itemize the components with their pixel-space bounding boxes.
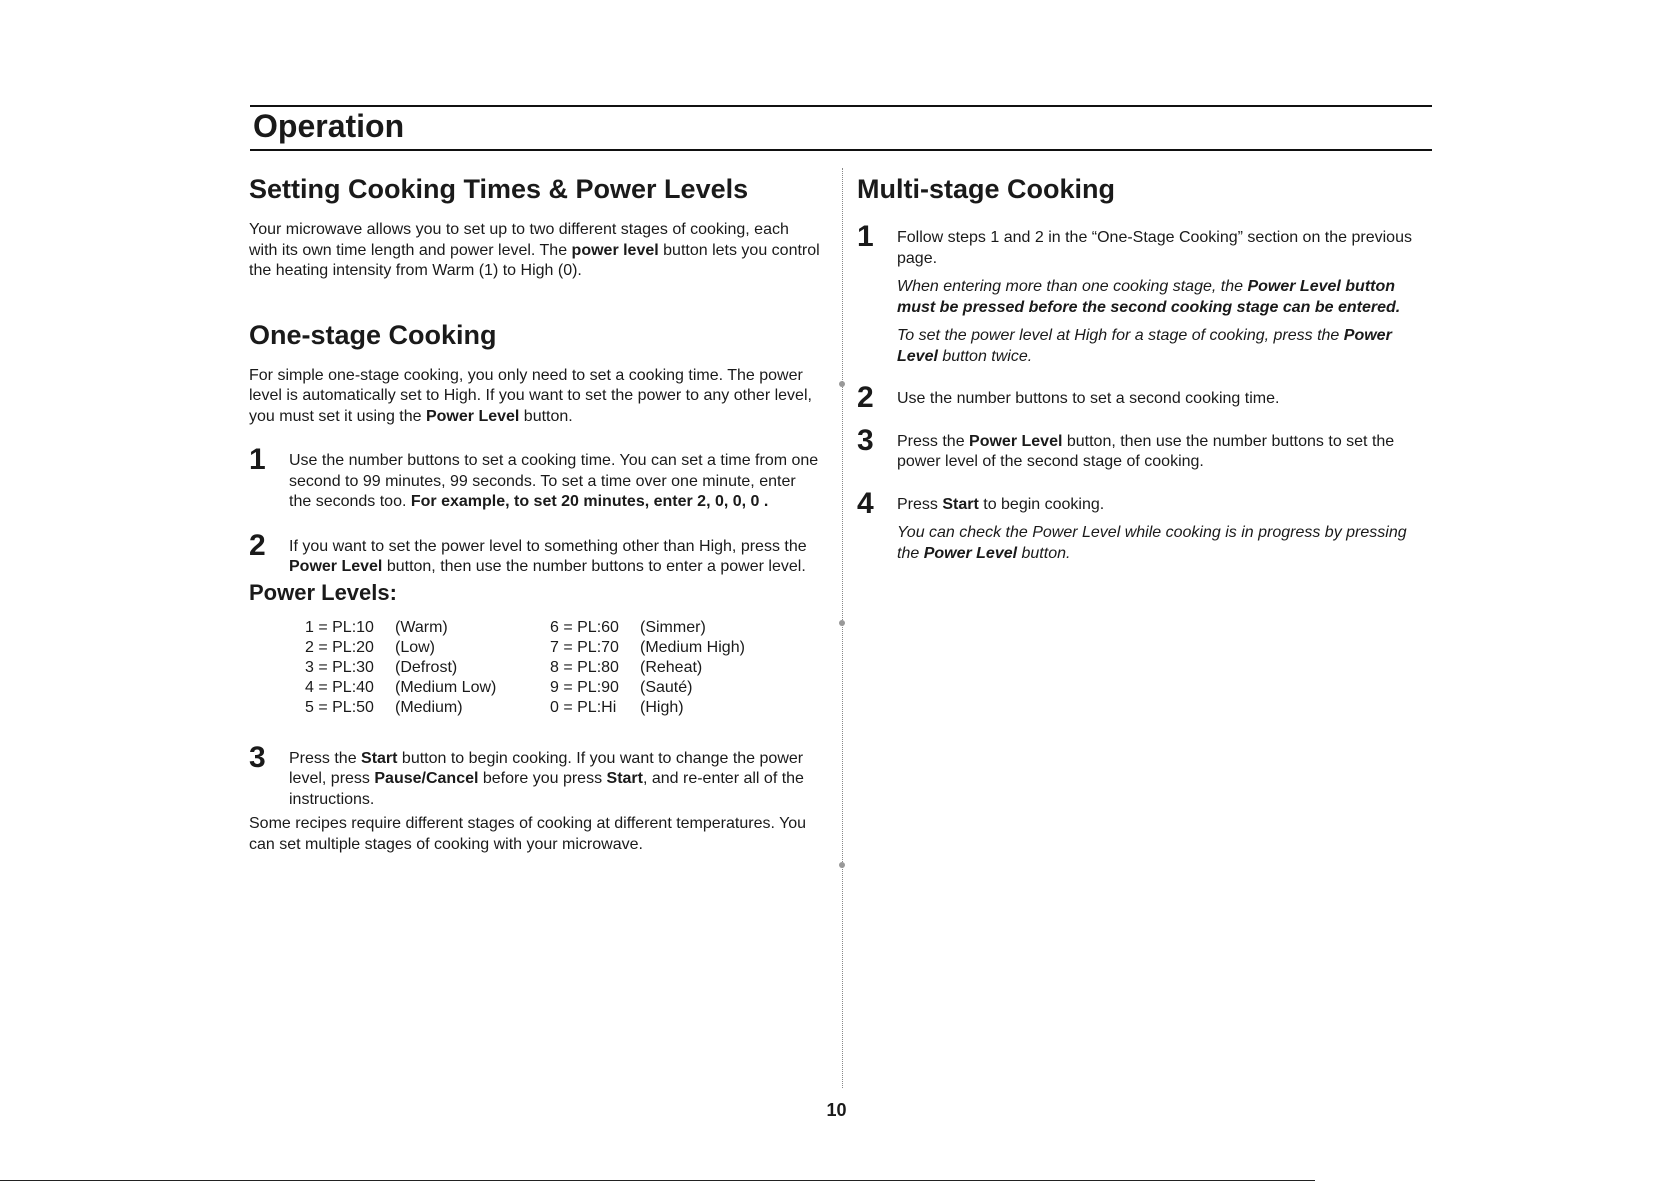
power-level-name: (Simmer) — [640, 618, 706, 636]
section-heading-multi-stage: Multi-stage Cooking — [857, 174, 1115, 204]
power-level-entry — [550, 658, 795, 678]
power-level-name: (Reheat) — [640, 658, 703, 676]
step-number: 2 — [249, 528, 266, 562]
step-text — [897, 389, 1433, 410]
text-run: button lets you control the heating intensity from Warm (1) to High (0). — [249, 241, 820, 279]
step-note — [897, 277, 1433, 318]
text-run: to begin cooking. — [978, 495, 1105, 513]
step-text — [897, 228, 1433, 269]
power-level-entry — [305, 658, 550, 678]
power-level-code: 5 = PL:50 — [305, 699, 374, 717]
bold-text: For example, to set 20 minutes, enter 2, 0, 0, 0 . — [410, 493, 769, 510]
text-run: button to begin cooking. If you want to change the power level, press — [289, 749, 804, 788]
power-level-code: 3 = PL:30 — [305, 658, 374, 676]
text-run: button, then use the number buttons to set the power level of the second stage of cooking. — [897, 432, 1395, 470]
step-number: 2 — [857, 381, 874, 414]
text-run: If you want to set the power level to something other than High, press the — [289, 537, 807, 555]
bold-text: Power Level — [969, 432, 1063, 450]
one-stage-step-2 — [249, 528, 821, 578]
bold-text: button must be pressed before the second cooking stage can be entered. — [897, 278, 1401, 316]
header-bottom-rule — [250, 149, 1432, 151]
step-note — [897, 326, 1433, 367]
step-text — [897, 495, 1433, 516]
text-run: Use the number buttons to set a second cooking time. — [897, 390, 1280, 407]
power-level-code: 0 = PL:Hi — [550, 699, 617, 717]
text-run: Follow steps 1 and 2 in the “One-Stage Cooking” section on the previous page. — [897, 229, 1412, 267]
power-level-code: 6 = PL:60 — [550, 618, 619, 636]
step-number: 1 — [249, 443, 266, 476]
text-run: Press the — [289, 749, 362, 767]
step-text — [897, 432, 1433, 473]
power-level-entry — [305, 638, 550, 658]
divider-dot — [839, 862, 845, 868]
text-run: button. — [519, 407, 573, 425]
step-number: 3 — [857, 423, 874, 457]
step-number: 1 — [857, 220, 874, 253]
setting-intro — [249, 220, 821, 282]
bold-text: Power Level — [923, 544, 1018, 562]
multi-stage-step-4 — [857, 486, 1433, 565]
power-level-name: (Warm) — [395, 618, 448, 636]
bold-text: Power Level — [897, 327, 1392, 365]
text-run: button. — [1017, 544, 1071, 562]
power-level-code: 9 = PL:90 — [550, 679, 619, 697]
power-level-code: 1 = PL:10 — [305, 618, 374, 636]
left-column — [249, 172, 821, 855]
step-number: 3 — [249, 740, 266, 774]
multi-stage-steps — [857, 220, 1433, 564]
text-run: before you press — [478, 770, 607, 788]
text-run: Your microwave allows you to set up to two different stages of cooking, each with its own time length and power level. The — [249, 221, 789, 259]
section-heading-one-stage: One-stage Cooking — [249, 319, 497, 350]
multi-stage-step-2 — [857, 381, 1433, 414]
step-text — [289, 451, 821, 513]
section-heading-setting: Setting Cooking Times & Power Levels — [249, 174, 749, 204]
bold-text: Power Level — [289, 558, 383, 575]
power-level-code: 4 = PL:40 — [305, 679, 374, 697]
divider-dot — [839, 620, 845, 626]
text-run: button twice. — [937, 347, 1033, 365]
power-level-name: (Defrost) — [395, 658, 458, 676]
power-level-entry — [550, 678, 795, 698]
divider-dot — [839, 381, 845, 387]
bold-text: power level — [571, 241, 659, 259]
power-level-entry — [305, 678, 550, 698]
text-run: Press the — [897, 432, 970, 450]
right-column — [857, 172, 1433, 586]
multi-stage-step-1 — [857, 220, 1433, 367]
power-levels-table — [305, 618, 821, 719]
column-divider — [842, 168, 843, 1088]
bold-text: Start — [361, 749, 398, 767]
power-level-entry — [550, 638, 795, 658]
text-run: button, then use the number buttons to enter a power level. — [382, 558, 806, 575]
text-run: Use the number buttons to set a cooking time. You can set a time from one second to 99 minutes, 99 seconds. To set a time over one minute, enter the seconds too. — [289, 452, 819, 510]
step-text — [289, 749, 821, 811]
power-level-entry — [305, 618, 550, 638]
text-run: To set the power level at High for a stage of cooking, press the — [897, 327, 1344, 344]
one-stage-intro — [249, 366, 821, 428]
step-text — [289, 537, 821, 578]
text-run: When entering more than one cooking stage, the — [897, 278, 1248, 295]
page-title: Operation — [253, 108, 405, 144]
power-level-code: 8 = PL:80 — [550, 658, 619, 676]
power-level-entry — [550, 618, 795, 638]
power-levels-heading: Power Levels: — [249, 579, 397, 605]
text-run: Press — [897, 495, 943, 513]
step-note — [897, 523, 1433, 564]
power-level-name: (Low) — [395, 638, 436, 656]
power-level-code: 2 = PL:20 — [305, 638, 374, 656]
power-level-name: (Medium) — [395, 699, 463, 717]
text-run: You can check the Power Level while cooking is in progress by pressing the — [897, 524, 1407, 562]
step-number: 4 — [857, 486, 874, 520]
power-level-name: (Medium High) — [640, 638, 745, 656]
header-top-rule — [250, 105, 1432, 107]
one-stage-step-1 — [249, 443, 821, 513]
power-level-name: (Medium Low) — [395, 679, 497, 697]
text-run: , and re-enter all of the instructions. — [289, 770, 804, 808]
bold-text: Power Level — [1247, 278, 1341, 295]
power-level-entry — [550, 698, 795, 718]
bold-text: Power Level — [425, 407, 520, 425]
multi-stage-step-3 — [857, 423, 1433, 473]
power-level-name: (High) — [640, 699, 684, 717]
power-level-entry — [305, 698, 550, 718]
one-stage-step-3 — [249, 740, 821, 811]
closing-paragraph: Some recipes require different stages of cooking at different temperatures. You can set multiple stages of cooking with your microwave. — [249, 815, 807, 853]
bold-text: Start — [606, 770, 643, 788]
bold-text: Pause/Cancel — [374, 770, 479, 788]
text-run: For simple one-stage cooking, you only need to set a cooking time. The power level is automatically set to High. If you want to set the power to any other level, you must set it using the — [249, 366, 812, 425]
bold-text: Start — [942, 495, 979, 513]
power-level-name: (Sauté) — [640, 679, 693, 697]
power-level-code: 7 = PL:70 — [550, 638, 619, 656]
page-number: 10 — [826, 1100, 847, 1120]
